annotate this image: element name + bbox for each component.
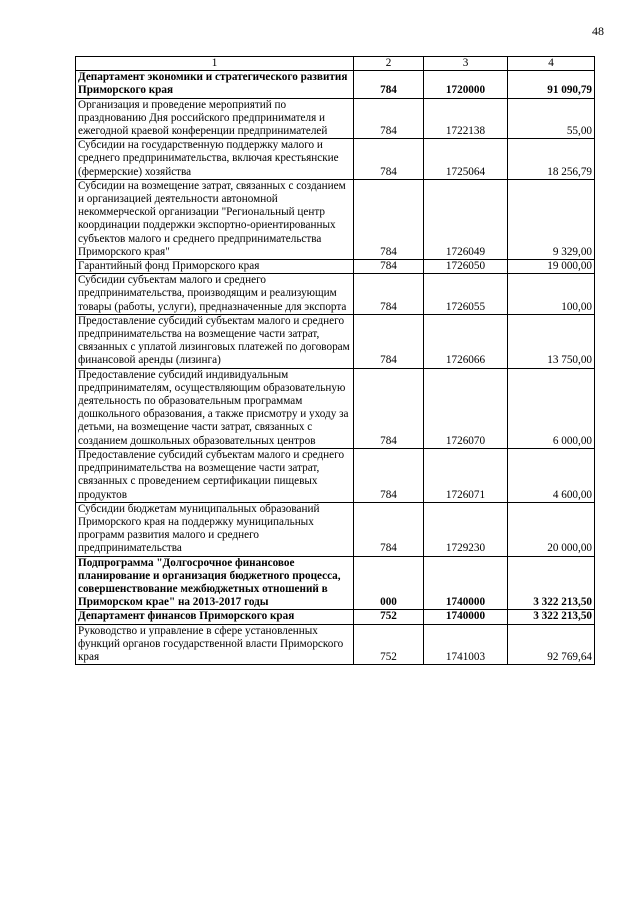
row-name: Гарантийный фонд Приморского края [76,260,354,274]
row-amount: 18 256,79 [508,139,595,180]
row-name: Предоставление субсидий субъектам малого и среднего предпринимательства на возмещение части затрат, связанных с проведением сертификации пищевых продуктов [76,448,354,502]
row-target-code: 1726066 [424,314,508,368]
row-amount: 92 769,64 [508,624,595,665]
table-row [76,556,595,610]
row-target-code: 1726055 [424,274,508,315]
row-amount: 19 000,00 [508,260,595,274]
row-name: Предоставление субсидий индивидуальным предпринимателям, осуществляющим образовательную деятельность по образовательным программам дошкольного образования, а также присмотру и уходу за детьми, на возмещение части затрат, связанных с созданием дошкольных образовательных центров [76,368,354,448]
row-target-code: 1740000 [424,610,508,624]
table-header-row [76,57,595,71]
header-col-1: 1 [76,57,354,71]
row-name: Предоставление субсидий субъектам малого и среднего предпринимательства на возмещение части затрат, связанных с уплатой лизинговых платежей по договорам финансовой аренды (лизинга) [76,314,354,368]
row-target-code: 1726049 [424,179,508,259]
row-code: 784 [354,260,424,274]
row-name: Субсидии на государственную поддержку малого и среднего предпринимательства, включая крестьянские (фермерские) хозяйства [76,139,354,180]
row-amount: 13 750,00 [508,314,595,368]
row-amount: 55,00 [508,98,595,139]
table-row [76,179,595,259]
table-row [76,260,595,274]
header-col-2: 2 [354,57,424,71]
header-col-4: 4 [508,57,595,71]
row-code: 784 [354,448,424,502]
row-amount: 3 322 213,50 [508,556,595,610]
row-name: Руководство и управление в сфере установленных функций органов государственной власти Приморского края [76,624,354,665]
row-amount: 91 090,79 [508,71,595,98]
page-number: 48 [592,24,604,38]
table-row [76,314,595,368]
row-name: Департамент экономики и стратегического развития Приморского края [76,71,354,98]
row-target-code: 1741003 [424,624,508,665]
row-target-code: 1722138 [424,98,508,139]
row-amount: 100,00 [508,274,595,315]
row-code: 784 [354,502,424,556]
row-target-code: 1725064 [424,139,508,180]
table-row [76,98,595,139]
row-name: Департамент финансов Приморского края [76,610,354,624]
row-target-code: 1726070 [424,368,508,448]
table-row [76,71,595,98]
table-row [76,368,595,448]
row-name: Субсидии бюджетам муниципальных образований Приморского края на поддержку муниципальных программ развития малого и среднего предпринимательства [76,502,354,556]
table-row [76,448,595,502]
row-code: 752 [354,624,424,665]
row-code: 784 [354,314,424,368]
row-code: 784 [354,274,424,315]
row-amount: 4 600,00 [508,448,595,502]
row-code: 784 [354,139,424,180]
table-row [76,610,595,624]
row-name: Субсидии субъектам малого и среднего предпринимательства, производящим и реализующим товары (работы, услуги), предназначенные для экспорта [76,274,354,315]
table-row [76,502,595,556]
row-amount: 9 329,00 [508,179,595,259]
table-row [76,274,595,315]
budget-table [75,56,595,665]
row-target-code: 1729230 [424,502,508,556]
row-target-code: 1720000 [424,71,508,98]
row-code: 784 [354,98,424,139]
row-code: 000 [354,556,424,610]
row-amount: 6 000,00 [508,368,595,448]
row-code: 752 [354,610,424,624]
row-code: 784 [354,368,424,448]
row-name: Подпрограмма "Долгосрочное финансовое планирование и организация бюджетного процесса, совершенствование межбюджетных отношений в Приморском крае" на 2013-2017 годы [76,556,354,610]
row-target-code: 1726050 [424,260,508,274]
row-name: Субсидии на возмещение затрат, связанных с созданием и организацией деятельности автономной некоммерческой организации "Региональный центр координации поддержки экспортно-ориентированных субъектов малого и среднего предпринимательства Приморского края" [76,179,354,259]
table-row [76,139,595,180]
header-col-3: 3 [424,57,508,71]
table-row [76,624,595,665]
row-name: Организация и проведение мероприятий по празднованию Дня российского предпринимателя и ежегодной краевой конференции предпринимателей [76,98,354,139]
row-amount: 3 322 213,50 [508,610,595,624]
row-target-code: 1740000 [424,556,508,610]
row-amount: 20 000,00 [508,502,595,556]
row-code: 784 [354,71,424,98]
row-target-code: 1726071 [424,448,508,502]
row-code: 784 [354,179,424,259]
